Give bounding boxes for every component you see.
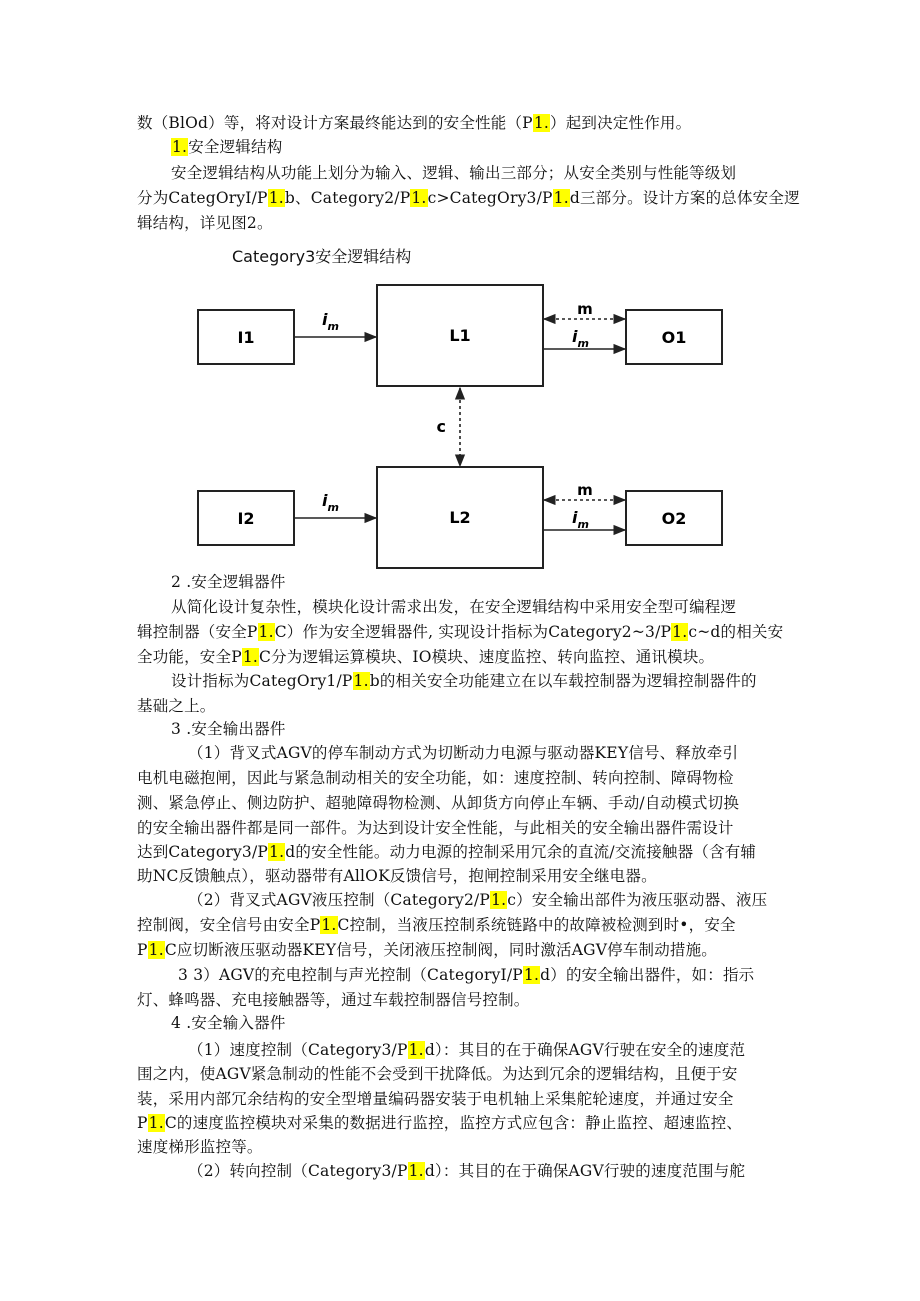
text-segment: 达到Category3/P: [137, 843, 269, 861]
text-segment: d）：其目的在于确保AGV行驶在安全的速度范: [424, 1041, 746, 1059]
highlight-mark: 1.: [172, 138, 188, 156]
section-heading: [171, 1013, 286, 1033]
diagram-title: Category3安全逻辑结构: [232, 247, 412, 266]
text-segment: 灯、蜂鸣器、充电接触器等，通过车载控制器信号控制。: [137, 991, 530, 1009]
text-line: [137, 818, 734, 838]
text-segment: 4 .安全输入器件: [171, 1014, 286, 1032]
text-line: [188, 1040, 745, 1060]
text-segment: C应切断液压驱动器KEY信号，关闭液压控制阀，同时激活AGV停车制动措施。: [164, 941, 718, 959]
text-segment: C分为逻辑运算模块、IO模块、速度监控、转向监控、通讯模块。: [259, 648, 715, 666]
text-segment: d）的安全输出器件，如：指示: [540, 966, 755, 984]
text-line: [137, 866, 657, 886]
highlight-mark: 1.: [411, 189, 427, 207]
text-line: [188, 743, 738, 763]
text-segment: c）安全输出部件为液压驱动器、液压: [507, 891, 768, 909]
text-segment: 基础之上。: [137, 697, 216, 715]
text-segment: 3 3）AGV的充电控制与声光控制（CategoryI/P: [178, 966, 523, 984]
signal-im-sub: m: [327, 320, 339, 333]
block-o1-label: O1: [661, 328, 687, 347]
text-line: [188, 1161, 745, 1181]
text-segment: C的速度监控模块对采集的数据进行监控，监控方式应包含：静止监控、超速监控、: [164, 1114, 743, 1132]
highlight-mark: 1.: [353, 672, 369, 690]
text-line: [188, 890, 767, 910]
text-line: [137, 1137, 263, 1157]
highlight-mark: 1.: [523, 966, 540, 984]
text-segment: 全功能，安全P: [137, 648, 242, 666]
block-o2-label: O2: [661, 509, 687, 528]
highlight-mark: 1.: [491, 891, 507, 909]
signal-c-label: c: [436, 417, 446, 436]
text-segment: C）作为安全逻辑器件, 实现设计指标为Category2~3/P: [274, 623, 672, 641]
highlight-mark: 1.: [533, 114, 550, 132]
text-segment: C控制，当液压控制系统链路中的故障被检测到时•，安全: [337, 916, 736, 934]
text-segment: 围之内，使AGV紧急制动的性能不会受到干扰降低。为达到冗余的逻辑结构，且便于安: [137, 1065, 738, 1083]
text-segment: 装，采用内部冗余结构的安全型增量编码器安装于电机轴上采集舵轮速度，并通过安全: [137, 1090, 734, 1108]
section-heading: [171, 572, 286, 592]
signal-im-label: [322, 491, 339, 514]
text-line: [137, 768, 734, 788]
text-segment: P: [137, 941, 148, 959]
highlight-mark: 1.: [269, 843, 285, 861]
text-segment: （1）背叉式AGV的停车制动方式为切断动力电源与驱动器KEY信号、释放牵引: [188, 744, 739, 762]
signal-im-label: [322, 310, 339, 333]
block-l2-label: L2: [449, 508, 471, 527]
text-segment: （1）速度控制（Category3/P: [188, 1041, 408, 1059]
text-segment: d）：其目的在于确保AGV行驶的速度范围与舵: [424, 1162, 746, 1180]
text-segment: ）起到决定性作用。: [550, 114, 692, 132]
text-segment: 测、紧急停止、侧边防护、超驰障碍物检测、从卸货方向停止车辆、手动/自动模式切换: [137, 794, 740, 812]
text-line: [137, 842, 756, 862]
text-segment: （2）转向控制（Category3/P: [188, 1162, 408, 1180]
highlight-mark: 1.: [242, 648, 259, 666]
text-line: [137, 915, 736, 935]
text-line: [171, 597, 736, 617]
highlight-mark: 1.: [321, 916, 337, 934]
text-line: [137, 1064, 738, 1084]
text-segment: P: [137, 1114, 148, 1132]
text-segment: c~d的相关安: [688, 623, 784, 641]
signal-m-label: m: [577, 300, 593, 318]
text-segment: d的安全性能。动力电源的控制采用冗余的直流/交流接触器（含有辅: [285, 843, 757, 861]
text-segment: 助NC反馈触点），驱动器带有AllOK反馈信号，抱闸控制采用安全继电器。: [137, 867, 657, 885]
signal-im-i: i: [572, 327, 578, 346]
highlight-mark: 1.: [258, 623, 274, 641]
text-segment: 辑结构，详见图2。: [137, 214, 273, 232]
section-heading: [171, 719, 286, 739]
text-segment: 2 .安全逻辑器件: [171, 573, 286, 591]
text-line: [137, 1089, 734, 1109]
text-segment: 3 .安全输出器件: [171, 720, 286, 738]
text-segment: 控制阀，安全信号由安全P: [137, 916, 321, 934]
text-line: [137, 990, 530, 1010]
text-segment: 的安全输出器件都是同一部件。为达到设计安全性能，与此相关的安全输出器件需设计: [137, 819, 734, 837]
signal-im-i: i: [322, 491, 328, 510]
signal-im-sub: m: [327, 501, 339, 514]
text-segment: 速度梯形监控等。: [137, 1138, 263, 1156]
text-line: [137, 940, 717, 960]
signal-im-i: i: [322, 310, 328, 329]
highlight-mark: 1.: [148, 1114, 164, 1132]
signal-im-sub: m: [577, 518, 589, 531]
text-line: [137, 647, 714, 667]
text-segment: 安全逻辑结构: [188, 138, 283, 156]
highlight-mark: 1.: [148, 941, 164, 959]
highlight-mark: 1.: [268, 189, 284, 207]
text-segment: c>CategOry3/P: [427, 189, 553, 207]
signal-im-label: [572, 508, 589, 531]
text-segment: 电机电磁抱闸，因此与紧急制动相关的安全功能，如：速度控制、转向控制、障碍物检: [137, 769, 734, 787]
text-line: [178, 965, 754, 985]
text-segment: 辑控制器（安全P: [137, 623, 258, 641]
text-segment: 从简化设计复杂性，模块化设计需求出发，在安全逻辑结构中采用安全型可编程逻: [171, 598, 737, 616]
text-line: [137, 1113, 742, 1133]
text-line: [137, 793, 739, 813]
text-segment: d三部分。设计方案的总体安全逻: [569, 189, 800, 207]
highlight-mark: 1.: [553, 189, 569, 207]
signal-im-i: i: [572, 508, 578, 527]
highlight-mark: 1.: [408, 1041, 424, 1059]
block-i2-label: I2: [237, 509, 255, 528]
highlight-mark: 1.: [408, 1162, 424, 1180]
block-l1-label: L1: [449, 326, 471, 345]
text-line: [137, 696, 216, 716]
signal-m-label: m: [577, 481, 593, 499]
highlight-mark: 1.: [672, 623, 688, 641]
text-segment: 分为CategOryI/P: [137, 189, 268, 207]
text-segment: （2）背叉式AGV液压控制（Category2/P: [188, 891, 491, 909]
text-segment: 设计指标为CategOry1/P: [171, 672, 353, 690]
text-segment: 数（BlOd）等，将对设计方案最终能达到的安全性能（P: [137, 114, 533, 132]
text-line: [137, 622, 783, 642]
text-segment: b的相关安全功能建立在以车载控制器为逻辑控制器件的: [369, 672, 757, 690]
text-segment: 安全逻辑结构从功能上划分为输入、逻辑、输出三部分；从安全类别与性能等级划: [171, 164, 737, 182]
signal-im-sub: m: [577, 337, 589, 350]
text-segment: b、Category2/P: [284, 189, 411, 207]
signal-im-label: [572, 327, 589, 350]
block-i1-label: I1: [237, 328, 255, 347]
text-line: [171, 671, 757, 691]
